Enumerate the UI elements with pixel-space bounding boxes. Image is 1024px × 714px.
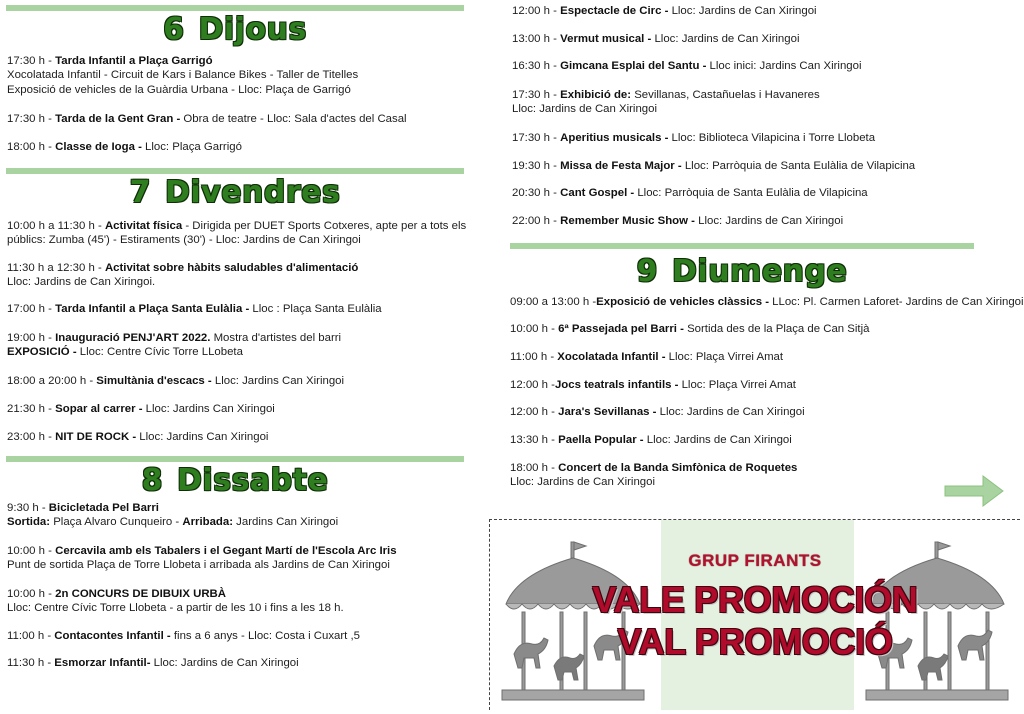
event-item (7, 140, 467, 154)
event-detail: Lloc: Biblioteca Vilapicina i Torre Llobeta (668, 132, 876, 144)
event-title: Gimcana Esplai del Santu - (560, 60, 707, 72)
day-name: Divendres (164, 175, 341, 210)
day-header-8 (6, 456, 464, 498)
event-title: Cant Gospel - (560, 187, 635, 199)
event-time: 19:00 h - (7, 332, 56, 344)
event-detail: Lloc: Jardins de Can Xiringoi (656, 406, 805, 418)
event-item (510, 461, 1015, 490)
event-detail: Lloc: Jardins de Can Xiringoi (510, 476, 655, 489)
event-time: 10:00 h a 11:30 h - (7, 220, 105, 232)
event-detail: Lloc: Jardins Can Xiringoi (142, 403, 275, 415)
event-detail: Lloc: Centre Cívic Torre LLobeta (76, 346, 243, 359)
event-detail: Lloc: Jardins Can Xiringoi (136, 431, 269, 443)
day-name: Dijous (198, 12, 307, 47)
event-title: 2n CONCURS DE DIBUIX URBÀ (55, 588, 227, 600)
day-name: Dissabte (177, 463, 329, 498)
section-bar (6, 456, 464, 462)
event-detail: Lloc: Jardins Can Xiringoi (211, 375, 345, 387)
event-title: Jara's Sevillanas - (558, 406, 657, 418)
event-detail: Lloc: Plaça Virrei Amat (678, 379, 796, 391)
event-detail: Obra de teatre - Lloc: Sala d'actes del Casal (180, 113, 407, 125)
event-item (7, 501, 467, 530)
event-item (7, 544, 467, 573)
event-title: Vermut musical - (560, 33, 652, 45)
event-title: Paella Popular - (558, 434, 644, 446)
event-time: 19:30 h - (512, 160, 561, 172)
section-bar (6, 5, 464, 11)
day-title (6, 176, 464, 210)
event-detail: Lloc: Parròquia de Santa Eulàlia de Vilapicina (634, 187, 868, 199)
event-item (512, 4, 1017, 18)
event-detail: Lloc: Jardins de Can Xiringoi (651, 33, 800, 45)
event-item (7, 374, 467, 388)
event-item (512, 59, 1017, 73)
event-title: Exposició de vehicles clàssics - (596, 296, 769, 308)
event-detail: Lloc : Plaça Santa Eulàlia (249, 303, 382, 315)
event-title: Xocolatada Infantil - (557, 351, 666, 363)
event-item (510, 433, 1015, 447)
event-time: 17:30 h - (512, 89, 561, 101)
event-detail: LLoc: Pl. Carmen Laforet- Jardins de Can Xiringoi (769, 296, 1024, 308)
event-time: 18:00 a 20:00 h - (7, 375, 97, 387)
event-detail: Sortida des de la Plaça de Can Sitjà (683, 323, 870, 335)
event-time: 11:00 h - (7, 630, 55, 642)
event-time: 17:30 h - (7, 55, 56, 67)
event-title: Inauguració PENJ'ART 2022. (55, 332, 211, 344)
event-detail: Lloc: Parròquia de Santa Eulàlia de Vilapicina (681, 160, 916, 172)
day-header-6 (6, 5, 464, 47)
event-time: 9:30 h - (7, 502, 49, 514)
day-header-7 (6, 168, 464, 210)
event-title: Simultània d'escacs - (96, 375, 212, 387)
event-item (512, 159, 1017, 173)
event-detail: Exposició de vehicles de la Guàrdia Urbana - Lloc: Plaça de Garrigó (7, 83, 351, 96)
event-title: Concert de la Banda Simfònica de Roquetes (558, 462, 798, 474)
promo-title-es: VALE PROMOCIÓN (592, 579, 918, 620)
event-time: 18:00 h - (7, 141, 56, 153)
event-title: Esmorzar Infantil- (54, 657, 151, 669)
event-detail: Lloc: Jardins de Can Xiringoi (512, 103, 657, 116)
event-time: 10:00 h - (510, 323, 559, 335)
event-detail: Lloc: Jardins de Can Xiringoi (694, 215, 844, 227)
event-detail: Lloc: Jardins de Can Xiringoi (668, 5, 817, 17)
promo-voucher (489, 519, 1020, 710)
event-label: EXPOSICIÓ - (7, 346, 77, 359)
event-item (512, 214, 1017, 228)
event-item (512, 32, 1017, 46)
event-item (510, 405, 1015, 419)
event-title: Aperitius musicals - (560, 132, 669, 144)
event-label: Arribada: (182, 516, 234, 529)
event-title: Classe de Ioga - (55, 141, 142, 153)
section-bar (510, 243, 974, 249)
event-detail: fins a 6 anys - Lloc: Costa i Cuxart ,5 (170, 630, 361, 642)
event-time: 17:00 h - (7, 303, 56, 315)
event-detail: Lloc inici: Jardins Can Xiringoi (706, 60, 862, 72)
event-title: Tarda Infantil a Plaça Santa Eulàlia - (55, 303, 250, 315)
event-time: 11:30 h - (7, 657, 55, 669)
event-time: 16:30 h - (512, 60, 561, 72)
event-item (510, 322, 1015, 336)
event-title: Activitat sobre hàbits saludables d'alimentació (104, 262, 359, 274)
event-time: 10:00 h - (7, 588, 56, 600)
event-title: Jocs teatrals infantils - (554, 379, 679, 391)
event-item (7, 219, 467, 248)
event-detail: Lloc: Jardins de Can Xiringoi. (7, 276, 156, 289)
day-number: 9 (636, 254, 659, 289)
event-title: Espectacle de Circ - (560, 5, 669, 17)
day-number: 8 (141, 463, 164, 498)
event-item (7, 629, 467, 643)
arrow-right-icon (943, 474, 1005, 508)
event-detail: Lloc: Centre Cívic Torre Llobeta - a partir de les 10 i fins a les 18 h. (7, 602, 344, 615)
event-detail: Lloc: Plaça Virrei Amat (665, 351, 784, 363)
event-time: 09:00 a 13:00 h - (510, 296, 597, 308)
event-item (7, 430, 467, 444)
event-detail: - Dirigida per DUET Sports Cotxeres, apte per a tots els (182, 220, 467, 232)
event-item (7, 587, 467, 616)
event-title: Contacontes Infantil - (54, 630, 171, 642)
event-title: Tarda Infantil a Plaça Garrigó (55, 55, 213, 67)
event-time: 12:00 h - (510, 379, 555, 391)
event-item (510, 350, 1015, 364)
event-item (510, 378, 1015, 392)
promo-title-ca: VAL PROMOCIÓ (617, 621, 893, 662)
event-title: Missa de Festa Major - (560, 160, 682, 172)
day-title (6, 13, 464, 47)
event-time: 20:30 h - (512, 187, 561, 199)
event-time: 11:30 h a 12:30 h - (7, 262, 105, 274)
event-time: 18:00 h - (510, 462, 559, 474)
event-time: 13:00 h - (512, 33, 561, 45)
event-time: 13:30 h - (510, 434, 559, 446)
event-time: 12:00 h - (512, 5, 561, 17)
event-item (7, 402, 467, 416)
event-time: 22:00 h - (512, 215, 561, 227)
event-item (512, 186, 1017, 200)
event-item (512, 131, 1017, 145)
event-title: Exhibició de: (560, 89, 632, 101)
event-title: Cercavila amb els Tabalers i el Gegant Martí de l'Escola Arc Iris (55, 545, 397, 557)
section-bar (6, 168, 464, 174)
event-time: 17:30 h - (7, 113, 56, 125)
event-detail: Punt de sortida Plaça de Torre Llobeta i arribada als Jardins de Can Xiringoi (7, 559, 390, 572)
event-item (7, 302, 467, 316)
event-item (7, 656, 467, 670)
event-time: 10:00 h - (7, 545, 56, 557)
event-title: Bicicletada Pel Barri (48, 502, 159, 514)
event-detail: Plaça Alvaro Cunqueiro - (50, 516, 183, 529)
event-detail: Lloc: Jardins de Can Xiringoi (643, 434, 792, 446)
event-title: Activitat física (104, 220, 183, 232)
event-title: 6ª Passejada pel Barri - (558, 323, 684, 335)
event-item (512, 88, 1017, 117)
event-title: Sopar al carrer - (55, 403, 143, 415)
event-detail: Lloc: Jardins de Can Xiringoi (150, 657, 299, 669)
event-detail: Lloc: Plaça Garrigó (141, 141, 242, 153)
event-detail: Jardins Can Xiringoi (233, 516, 339, 529)
event-title: Tarda de la Gent Gran - (55, 113, 181, 125)
event-item (7, 261, 467, 290)
day-title (6, 464, 464, 498)
event-time: 23:00 h - (7, 431, 56, 443)
event-time: 11:00 h - (510, 351, 558, 363)
event-label: Sortida: (7, 516, 51, 529)
event-detail: Mostra d'artistes del barri (210, 332, 342, 344)
day-name: Diumenge (672, 254, 848, 289)
event-title: Remember Music Show - (560, 215, 695, 227)
day-number: 6 (163, 12, 185, 47)
event-detail: Sevillanas, Castañuelas i Havaneres (631, 89, 820, 101)
event-item (7, 54, 467, 97)
event-title: NIT DE ROCK - (55, 431, 137, 443)
day-header-9 (510, 243, 974, 289)
event-item (7, 112, 467, 126)
event-detail: Xocolatada Infantil - Circuit de Kars i Balance Bikes - Taller de Titelles (7, 69, 359, 82)
event-time: 17:30 h - (512, 132, 561, 144)
day-title (510, 255, 974, 289)
event-time: 12:00 h - (510, 406, 559, 418)
event-item (510, 295, 1024, 309)
event-detail: públics: Zumba (45') - Estiraments (30') - Lloc: Jardins de Can Xiringoi (7, 234, 361, 247)
day-number: 7 (129, 175, 151, 210)
event-item (7, 331, 467, 360)
promo-group-name: GRUP FIRANTS (688, 551, 822, 570)
event-time: 21:30 h - (7, 403, 56, 415)
